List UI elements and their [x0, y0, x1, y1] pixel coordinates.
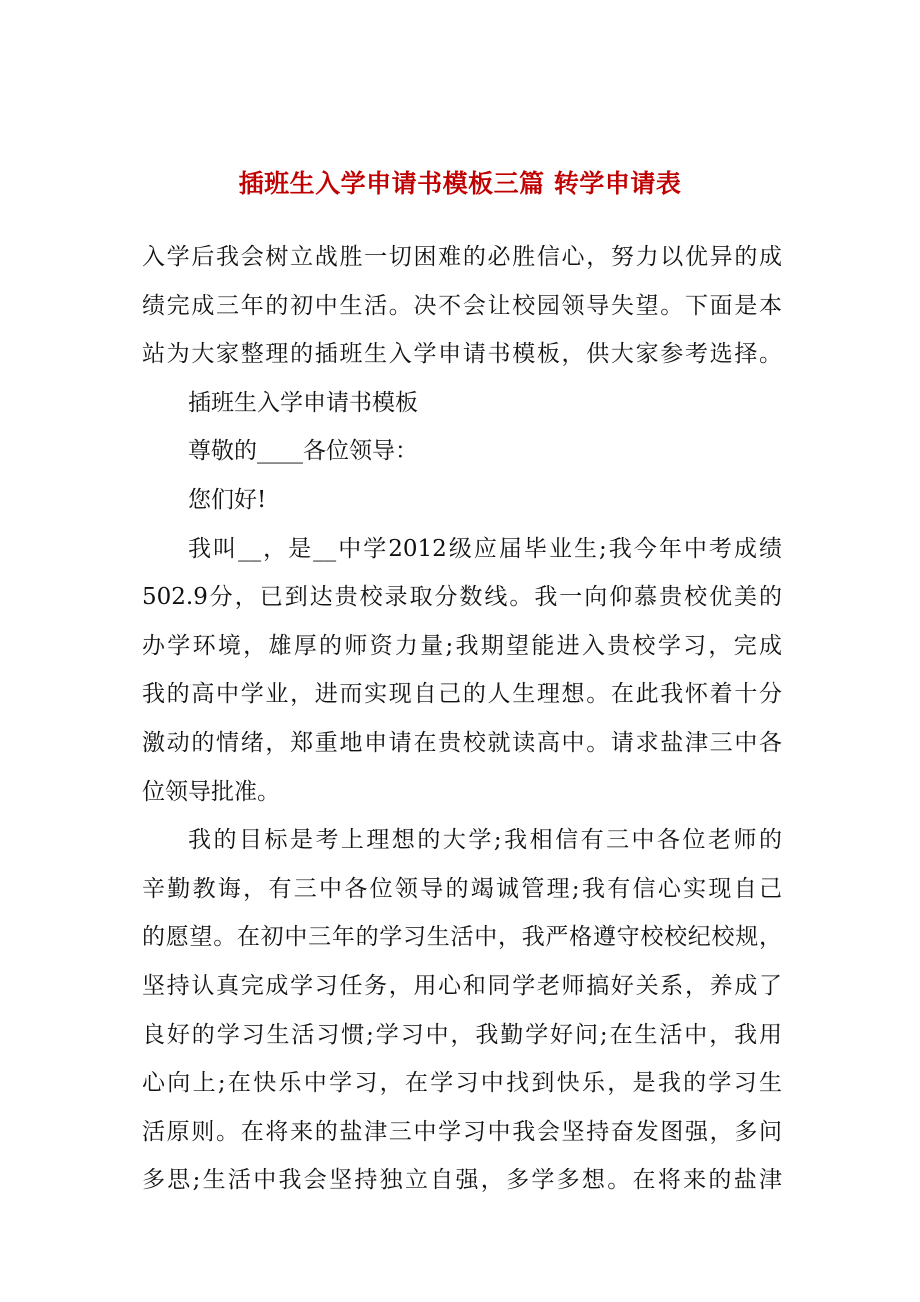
text-line: 良好的学习生活习惯;学习中，我勤学好问;在生活中，我用 [142, 1021, 782, 1048]
text-line: 我的高中学业，进而实现自己的人生理想。在此我怀着十分 [142, 681, 782, 708]
document-body [142, 233, 782, 1205]
text-line: 办学环境，雄厚的师资力量;我期望能进入贵校学习，完成 [142, 632, 782, 659]
text-line: 我叫__，是__中学2012级应届毕业生;我今年中考成绩 [188, 535, 782, 562]
text-line: 激动的情绪，郑重地申请在贵校就读高中。请求盐津三中各 [142, 729, 782, 756]
text-line: 绩完成三年的初中生活。决不会让校园领导失望。下面是本 [142, 292, 782, 319]
text-line: 站为大家整理的插班生入学申请书模板，供大家参考选择。 [142, 341, 782, 368]
text-line: 我的目标是考上理想的大学;我相信有三中各位老师的 [188, 827, 782, 854]
text-line: 插班生入学申请书模板 [188, 389, 418, 416]
text-line: 您们好! [188, 486, 267, 513]
text-line: 的愿望。在初中三年的学习生活中，我严格遵守校校纪校规， [142, 924, 782, 951]
text-line: 502.9分，已到达贵校录取分数线。我一向仰慕贵校优美的 [142, 584, 782, 611]
text-line: 心向上;在快乐中学习，在学习中找到快乐，是我的学习生 [142, 1070, 782, 1097]
text-line: 坚持认真完成学习任务，用心和同学老师搞好关系，养成了 [142, 972, 782, 999]
page-title: 插班生入学申请书模板三篇 转学申请表 [238, 169, 682, 198]
text-line: 尊敬的____各位领导： [188, 438, 418, 465]
text-line: 位领导批准。 [142, 778, 280, 805]
text-line: 活原则。在将来的盐津三中学习中我会坚持奋发图强，多问 [142, 1118, 782, 1145]
text-line: 入学后我会树立战胜一切困难的必胜信心，努力以优异的成 [142, 244, 782, 270]
text-line: 辛勤教诲，有三中各位领导的竭诚管理;我有信心实现自己 [142, 875, 782, 902]
text-line: 多思;生活中我会坚持独立自强，多学多想。在将来的盐津 [142, 1167, 782, 1194]
